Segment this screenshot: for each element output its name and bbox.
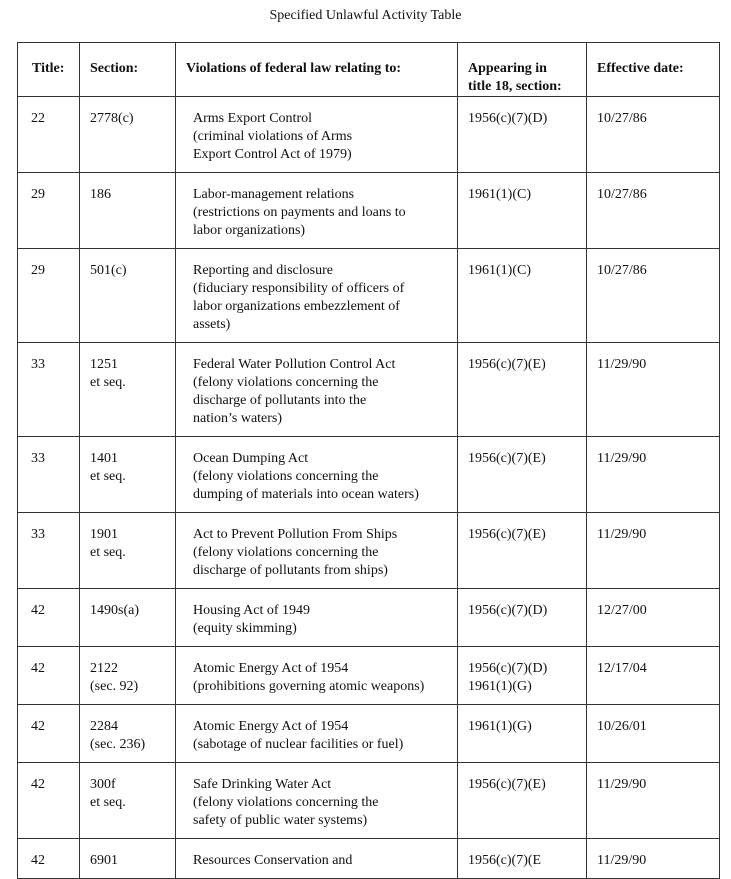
cell-violation xyxy=(176,839,458,879)
table-row xyxy=(18,437,720,513)
violation-line: assets) xyxy=(193,317,231,332)
cell-appearing xyxy=(458,763,587,839)
cell-section xyxy=(80,839,176,879)
title-value: 29 xyxy=(31,263,45,278)
cell-appearing xyxy=(458,513,587,589)
violation-line: Safe Drinking Water Act xyxy=(193,777,332,792)
table-row xyxy=(18,97,720,173)
violation-line: Export Control Act of 1979) xyxy=(193,147,352,162)
cell-title xyxy=(18,249,80,343)
table-row xyxy=(18,705,720,763)
cell-violation xyxy=(176,763,458,839)
table-row xyxy=(18,647,720,705)
effective-date-value: 10/27/86 xyxy=(597,263,647,278)
violation-line: Labor-management relations xyxy=(193,187,355,202)
violation-line: (prohibitions governing atomic weapons) xyxy=(193,679,425,694)
cell-violation xyxy=(176,173,458,249)
title-value: 42 xyxy=(31,661,45,676)
cell-effective-date xyxy=(587,839,720,879)
cell-section xyxy=(80,589,176,647)
effective-date-value: 10/27/86 xyxy=(597,187,647,202)
table-row xyxy=(18,589,720,647)
cell-title xyxy=(18,589,80,647)
violation-line: (equity skimming) xyxy=(193,621,297,636)
title-value: 22 xyxy=(31,111,45,126)
violation-line: labor organizations embezzlement of xyxy=(193,299,400,314)
violation-line: (felony violations concerning the xyxy=(193,375,379,390)
section-line: et seq. xyxy=(90,375,126,390)
table-row xyxy=(18,173,720,249)
cell-effective-date xyxy=(587,589,720,647)
cell-appearing xyxy=(458,589,587,647)
cell-effective-date xyxy=(587,97,720,173)
violation-line: (fiduciary responsibility of officers of xyxy=(193,281,405,296)
title-value: 29 xyxy=(31,187,45,202)
effective-date-value: 11/29/90 xyxy=(597,357,647,372)
effective-date-value: 11/29/90 xyxy=(597,777,647,792)
violation-line: labor organizations) xyxy=(193,223,306,238)
title-value: 42 xyxy=(31,719,45,734)
cell-effective-date xyxy=(587,647,720,705)
effective-date-value: 11/29/90 xyxy=(597,527,647,542)
title-value: 42 xyxy=(31,853,45,868)
violation-line: Reporting and disclosure xyxy=(193,263,333,278)
appearing-line: 1956(c)(7)(E) xyxy=(468,777,546,792)
appearing-line: 1961(1)(C) xyxy=(468,263,531,278)
section-line: 6901 xyxy=(90,853,118,868)
effective-date-value: 10/27/86 xyxy=(597,111,647,126)
title-value: 42 xyxy=(31,603,45,618)
effective-date-value: 12/17/04 xyxy=(597,661,647,676)
cell-title xyxy=(18,97,80,173)
specified-unlawful-activity-table xyxy=(17,42,720,879)
violation-line: Federal Water Pollution Control Act xyxy=(193,357,396,372)
violation-line: discharge of pollutants into the xyxy=(193,393,367,408)
cell-violation xyxy=(176,343,458,437)
violation-line: (felony violations concerning the xyxy=(193,545,379,560)
cell-title xyxy=(18,763,80,839)
header-appearing xyxy=(458,43,587,97)
title-value: 33 xyxy=(31,357,45,372)
violation-line: dumping of materials into ocean waters) xyxy=(193,487,419,502)
section-line: 186 xyxy=(90,187,111,202)
cell-title xyxy=(18,173,80,249)
section-line: 1251 xyxy=(90,357,118,372)
section-line: 1901 xyxy=(90,527,118,542)
table-row xyxy=(18,763,720,839)
cell-violation xyxy=(176,249,458,343)
cell-section xyxy=(80,97,176,173)
section-line: et seq. xyxy=(90,545,126,560)
cell-violation xyxy=(176,97,458,173)
cell-appearing xyxy=(458,249,587,343)
title-value: 42 xyxy=(31,777,45,792)
cell-title xyxy=(18,839,80,879)
cell-title xyxy=(18,647,80,705)
appearing-line: 1956(c)(7)(D) xyxy=(468,603,548,618)
cell-section xyxy=(80,513,176,589)
cell-violation xyxy=(176,513,458,589)
table-body xyxy=(18,97,720,879)
header-effective-date: Effective date: xyxy=(587,43,720,97)
cell-appearing xyxy=(458,839,587,879)
cell-effective-date xyxy=(587,343,720,437)
cell-violation xyxy=(176,437,458,513)
cell-section xyxy=(80,705,176,763)
section-line: 1401 xyxy=(90,451,118,466)
violation-line: (restrictions on payments and loans to xyxy=(193,205,406,220)
section-line: (sec. 92) xyxy=(90,679,139,694)
cell-appearing xyxy=(458,343,587,437)
violation-line: Atomic Energy Act of 1954 xyxy=(193,661,349,676)
effective-date-value: 11/29/90 xyxy=(597,451,647,466)
effective-date-value: 12/27/00 xyxy=(597,603,647,618)
cell-violation xyxy=(176,589,458,647)
violation-line: (felony violations concerning the xyxy=(193,469,379,484)
section-line: 2122 xyxy=(90,661,118,676)
header-violations: Violations of federal law relating to: xyxy=(176,43,458,97)
cell-appearing xyxy=(458,97,587,173)
appearing-line: 1961(1)(G) xyxy=(468,719,532,734)
section-line: (sec. 236) xyxy=(90,737,146,752)
title-value: 33 xyxy=(31,527,45,542)
appearing-line: 1961(1)(C) xyxy=(468,187,531,202)
violation-line: Ocean Dumping Act xyxy=(193,451,309,466)
cell-effective-date xyxy=(587,513,720,589)
violation-line: (felony violations concerning the xyxy=(193,795,379,810)
cell-violation xyxy=(176,705,458,763)
violation-line: (criminal violations of Arms xyxy=(193,129,353,144)
cell-violation xyxy=(176,647,458,705)
cell-section xyxy=(80,249,176,343)
cell-effective-date xyxy=(587,705,720,763)
cell-effective-date xyxy=(587,173,720,249)
violation-line: (sabotage of nuclear facilities or fuel) xyxy=(193,737,404,752)
section-line: et seq. xyxy=(90,469,126,484)
header-appearing-line2: title 18, section: xyxy=(468,79,562,94)
cell-section xyxy=(80,437,176,513)
section-line: 501(c) xyxy=(90,263,127,278)
cell-section xyxy=(80,173,176,249)
table-row xyxy=(18,249,720,343)
cell-title xyxy=(18,705,80,763)
appearing-line: 1956(c)(7)(E) xyxy=(468,451,546,466)
document-title: Specified Unlawful Activity Table xyxy=(269,8,462,23)
cell-effective-date xyxy=(587,437,720,513)
violation-line: Arms Export Control xyxy=(193,111,312,126)
appearing-line: 1956(c)(7)(E xyxy=(468,853,542,868)
section-line: 2284 xyxy=(90,719,118,734)
title-value: 33 xyxy=(31,451,45,466)
section-line: 1490s(a) xyxy=(90,603,139,618)
cell-appearing xyxy=(458,647,587,705)
violation-line: nation’s waters) xyxy=(193,411,283,426)
cell-appearing xyxy=(458,437,587,513)
cell-section xyxy=(80,343,176,437)
appearing-line: 1961(1)(G) xyxy=(468,679,532,694)
cell-effective-date xyxy=(587,249,720,343)
violation-line: Housing Act of 1949 xyxy=(193,603,311,618)
violation-line: safety of public water systems) xyxy=(193,813,368,828)
cell-title xyxy=(18,513,80,589)
table-row xyxy=(18,513,720,589)
cell-section xyxy=(80,647,176,705)
section-line: 300f xyxy=(90,777,116,792)
header-section: Section: xyxy=(80,43,176,97)
section-line: 2778(c) xyxy=(90,111,134,126)
cell-appearing xyxy=(458,705,587,763)
table-header-row xyxy=(18,43,720,97)
effective-date-value: 10/26/01 xyxy=(597,719,647,734)
effective-date-value: 11/29/90 xyxy=(597,853,647,868)
cell-section xyxy=(80,763,176,839)
cell-title xyxy=(18,343,80,437)
table-row xyxy=(18,343,720,437)
section-line: et seq. xyxy=(90,795,126,810)
violation-line: Resources Conservation and xyxy=(193,853,353,868)
cell-appearing xyxy=(458,173,587,249)
header-title: Title: xyxy=(18,43,80,97)
cell-title xyxy=(18,437,80,513)
appearing-line: 1956(c)(7)(E) xyxy=(468,527,546,542)
cell-effective-date xyxy=(587,763,720,839)
appearing-line: 1956(c)(7)(D) xyxy=(468,661,548,676)
appearing-line: 1956(c)(7)(D) xyxy=(468,111,548,126)
appearing-line: 1956(c)(7)(E) xyxy=(468,357,546,372)
header-appearing-line1: Appearing in xyxy=(468,61,547,76)
table-row xyxy=(18,839,720,879)
violation-line: discharge of pollutants from ships) xyxy=(193,563,388,578)
violation-line: Act to Prevent Pollution From Ships xyxy=(193,527,398,542)
violation-line: Atomic Energy Act of 1954 xyxy=(193,719,349,734)
